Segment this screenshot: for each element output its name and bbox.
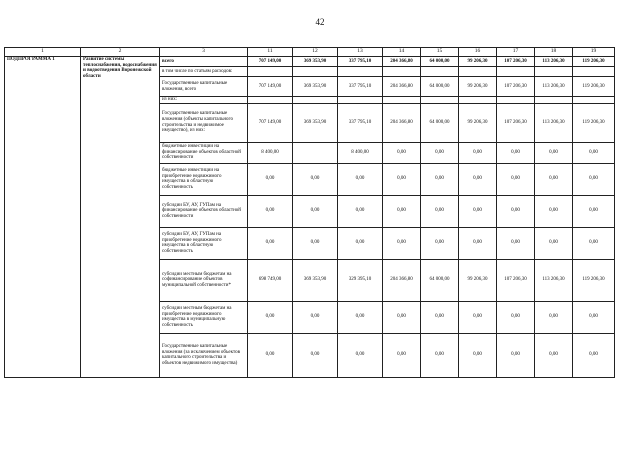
value-cell: 0,00 (248, 195, 293, 227)
value-cell: 99 206,30 (459, 77, 497, 97)
value-cell: 0,00 (459, 227, 497, 259)
value-cell (497, 67, 535, 77)
row-label: Государственные капитальные вложения, всего (160, 77, 248, 97)
value-cell: 0,00 (535, 163, 573, 195)
row-label: из них: (160, 97, 248, 104)
value-cell: 0,00 (293, 195, 338, 227)
value-cell: 0,00 (535, 227, 573, 259)
value-cell: 113 206,30 (535, 103, 573, 142)
value-cell: 107 206,30 (497, 77, 535, 97)
value-cell: 0,00 (248, 227, 293, 259)
value-cell: 0,00 (338, 301, 383, 333)
program-name: Развитие системы теплоснабжения, водоснабжения и водоотведения Воронежской области (81, 57, 160, 378)
value-cell: 329 395,10 (338, 259, 383, 301)
value-cell (535, 97, 573, 104)
value-cell: 113 206,30 (535, 259, 573, 301)
value-cell: 0,00 (535, 301, 573, 333)
value-cell: 107 206,30 (497, 57, 535, 67)
header-cell: 15 (421, 48, 459, 57)
row-label: в том числе по статьям расходов: (160, 67, 248, 77)
row-label: субсидии местным бюджетам на софинансирование объектов муниципальной собственности* (160, 259, 248, 301)
value-cell: 0,00 (573, 142, 615, 163)
value-cell (421, 97, 459, 104)
value-cell: 8 400,00 (248, 142, 293, 163)
value-cell: 113 206,30 (535, 77, 573, 97)
row-label: бюджетные инвестиции на финансирование объектов областной собственности (160, 142, 248, 163)
value-cell: 0,00 (338, 163, 383, 195)
value-cell: 0,00 (383, 301, 421, 333)
value-cell: 707 149,00 (248, 77, 293, 97)
value-cell (338, 97, 383, 104)
value-cell (383, 97, 421, 104)
value-cell: 698 749,00 (248, 259, 293, 301)
value-cell: 0,00 (573, 227, 615, 259)
value-cell: 0,00 (459, 195, 497, 227)
value-cell: 64 000,00 (421, 103, 459, 142)
value-cell: 119 206,30 (573, 77, 615, 97)
program-code: ПОДПРОГРАММА 1 (5, 57, 81, 378)
value-cell: 0,00 (459, 301, 497, 333)
value-cell (338, 67, 383, 77)
row-label: Государственные капитальные вложения (объекты капитального строительства и недвижимое имущество), из них: (160, 103, 248, 142)
value-cell: 0,00 (573, 301, 615, 333)
value-cell: 99 206,30 (459, 103, 497, 142)
header-cell: 3 (160, 48, 248, 57)
value-cell: 0,00 (459, 333, 497, 377)
value-cell: 0,00 (497, 195, 535, 227)
value-cell: 369 353,90 (293, 259, 338, 301)
value-cell: 0,00 (338, 227, 383, 259)
value-cell: 204 366,80 (383, 77, 421, 97)
header-cell: 12 (293, 48, 338, 57)
value-cell: 0,00 (248, 333, 293, 377)
value-cell: 0,00 (293, 333, 338, 377)
row-label: субсидии БУ, АУ, ГУПам на приобретение недвижимого имущества в областную собственность (160, 227, 248, 259)
row-label: субсидии местным бюджетам на приобретение недвижимого имущества в муниципальную собственность (160, 301, 248, 333)
value-cell: 0,00 (421, 333, 459, 377)
header-cell: 2 (81, 48, 160, 57)
header-cell: 1 (5, 48, 81, 57)
value-cell: 0,00 (535, 333, 573, 377)
value-cell (535, 67, 573, 77)
value-cell: 119 206,30 (573, 259, 615, 301)
value-cell: 0,00 (497, 333, 535, 377)
value-cell: 337 795,10 (338, 77, 383, 97)
value-cell: 0,00 (338, 195, 383, 227)
header-cell: 14 (383, 48, 421, 57)
value-cell: 0,00 (459, 163, 497, 195)
value-cell: 204 366,80 (383, 57, 421, 67)
value-cell (293, 97, 338, 104)
value-cell (383, 67, 421, 77)
value-cell: 0,00 (421, 163, 459, 195)
value-cell: 0,00 (383, 163, 421, 195)
value-cell: 0,00 (383, 195, 421, 227)
value-cell: 204 366,80 (383, 103, 421, 142)
value-cell: 99 206,30 (459, 259, 497, 301)
row-label: Государственные капитальные вложения (за исключением объектов капитального строительства и объектов недвижимого имущества) (160, 333, 248, 377)
value-cell: 0,00 (248, 301, 293, 333)
value-cell (573, 97, 615, 104)
value-cell: 0,00 (535, 195, 573, 227)
value-cell: 0,00 (421, 142, 459, 163)
budget-table (4, 47, 615, 378)
value-cell: 337 795,10 (338, 103, 383, 142)
value-cell: 337 795,10 (338, 57, 383, 67)
row-label: бюджетные инвестиции на приобретение недвижимого имущества в областную собственность (160, 163, 248, 195)
value-cell: 64 000,00 (421, 57, 459, 67)
value-cell (248, 67, 293, 77)
value-cell (421, 67, 459, 77)
value-cell (573, 67, 615, 77)
value-cell (293, 142, 338, 163)
value-cell (459, 97, 497, 104)
value-cell: 369 353,90 (293, 57, 338, 67)
value-cell: 107 206,30 (497, 259, 535, 301)
value-cell: 0,00 (497, 163, 535, 195)
value-cell: 0,00 (573, 163, 615, 195)
value-cell: 0,00 (383, 333, 421, 377)
value-cell: 0,00 (535, 142, 573, 163)
value-cell (293, 67, 338, 77)
header-row (5, 48, 615, 57)
value-cell: 0,00 (421, 301, 459, 333)
page-number: 42 (315, 17, 325, 27)
value-cell: 369 353,90 (293, 103, 338, 142)
value-cell: 707 149,00 (248, 57, 293, 67)
row-label: субсидии БУ, АУ, ГУПам на финансирование объектов областной собственности (160, 195, 248, 227)
value-cell: 0,00 (248, 163, 293, 195)
value-cell: 99 206,30 (459, 57, 497, 67)
value-cell: 0,00 (293, 163, 338, 195)
value-cell: 0,00 (459, 142, 497, 163)
value-cell: 0,00 (573, 333, 615, 377)
value-cell: 119 206,30 (573, 57, 615, 67)
header-cell: 18 (535, 48, 573, 57)
value-cell: 204 366,80 (383, 259, 421, 301)
header-cell: 11 (248, 48, 293, 57)
value-cell (459, 67, 497, 77)
value-cell: 64 000,00 (421, 77, 459, 97)
value-cell: 0,00 (421, 195, 459, 227)
value-cell: 0,00 (573, 195, 615, 227)
value-cell: 369 353,90 (293, 77, 338, 97)
table-row (5, 57, 615, 67)
value-cell: 119 206,30 (573, 103, 615, 142)
value-cell: 0,00 (383, 227, 421, 259)
value-cell: 8 400,00 (338, 142, 383, 163)
header-cell: 17 (497, 48, 535, 57)
value-cell: 0,00 (497, 142, 535, 163)
value-cell: 0,00 (421, 227, 459, 259)
value-cell: 0,00 (293, 301, 338, 333)
value-cell (248, 97, 293, 104)
value-cell: 107 206,30 (497, 103, 535, 142)
value-cell: 64 000,00 (421, 259, 459, 301)
value-cell: 0,00 (338, 333, 383, 377)
header-cell: 13 (338, 48, 383, 57)
value-cell: 0,00 (497, 301, 535, 333)
value-cell: 113 206,30 (535, 57, 573, 67)
value-cell: 707 149,00 (248, 103, 293, 142)
header-cell: 16 (459, 48, 497, 57)
value-cell: 0,00 (383, 142, 421, 163)
value-cell: 0,00 (497, 227, 535, 259)
header-cell: 19 (573, 48, 615, 57)
row-label: всего (160, 57, 248, 67)
value-cell: 0,00 (293, 227, 338, 259)
value-cell (497, 97, 535, 104)
